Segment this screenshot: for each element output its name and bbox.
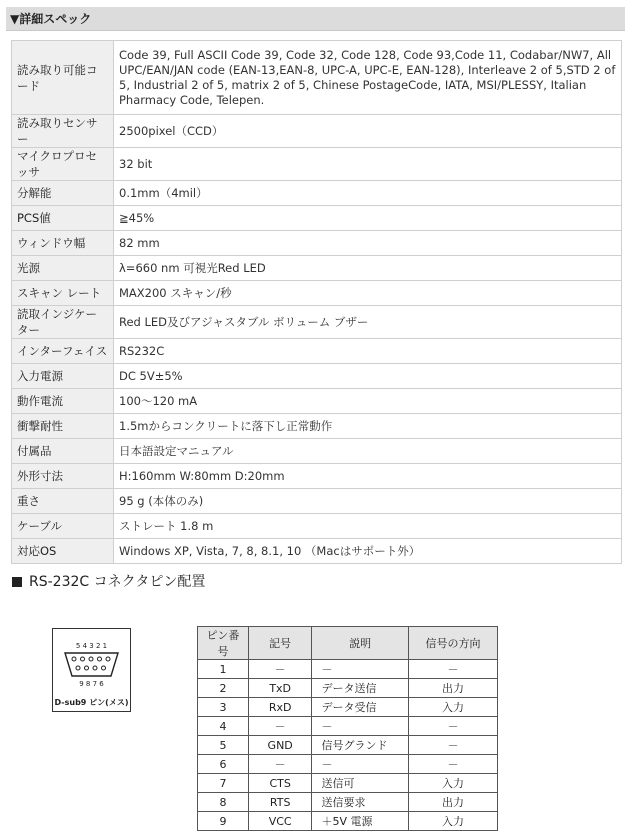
spec-value: Red LED及びアジャスタブル ボリューム ブザー: [114, 306, 622, 339]
pin-cell: 9: [198, 812, 249, 831]
pin-row: [198, 736, 498, 755]
pin-cell: 送信可: [312, 774, 408, 793]
spec-row: [12, 256, 622, 281]
square-bullet-icon: [12, 577, 22, 587]
pin-row: [198, 698, 498, 717]
spec-value: ストレート 1.8 m: [114, 514, 622, 539]
pin-table: [197, 626, 498, 831]
pin-cell: データ受信: [312, 698, 408, 717]
dsub9-connector-diagram: [52, 628, 131, 712]
spec-label: ケーブル: [12, 514, 114, 539]
spec-value: 82 mm: [114, 231, 622, 256]
pin-cell: 6: [198, 755, 249, 774]
pin-row: [198, 793, 498, 812]
spec-value: 2500pixel（CCD）: [114, 115, 622, 148]
spec-row: [12, 489, 622, 514]
pin-cell: 信号グランド: [312, 736, 408, 755]
pin-table-header: 信号の方向: [408, 627, 497, 660]
spec-row: [12, 539, 622, 564]
spec-row: [12, 206, 622, 231]
spec-value: λ=660 nm 可視光Red LED: [114, 256, 622, 281]
spec-value: 1.5mからコンクリートに落下し正常動作: [114, 414, 622, 439]
pin-cell: －: [248, 660, 312, 679]
spec-label: インターフェイス: [12, 339, 114, 364]
spec-label: 入力電源: [12, 364, 114, 389]
spec-label: PCS値: [12, 206, 114, 231]
spec-row: [12, 41, 622, 115]
spec-value: ≧45%: [114, 206, 622, 231]
dsub-top-numbers: 5 4 3 2 1: [75, 642, 108, 650]
spec-value: MAX200 スキャン/秒: [114, 281, 622, 306]
pin-cell: －: [312, 755, 408, 774]
spec-row: [12, 231, 622, 256]
spec-row: [12, 115, 622, 148]
spec-row: [12, 364, 622, 389]
spec-label: 分解能: [12, 181, 114, 206]
pin-cell: RTS: [248, 793, 312, 812]
pin-table-header: ピン番号: [198, 627, 249, 660]
spec-label: 衝撃耐性: [12, 414, 114, 439]
pin-cell: 1: [198, 660, 249, 679]
pin-cell: －: [312, 660, 408, 679]
spec-value: 32 bit: [114, 148, 622, 181]
pin-cell: 送信要求: [312, 793, 408, 812]
spec-row: [12, 389, 622, 414]
pin-row: [198, 660, 498, 679]
pin-cell: 5: [198, 736, 249, 755]
pin-cell: 入力: [408, 812, 497, 831]
pin-cell: 7: [198, 774, 249, 793]
spec-row: [12, 439, 622, 464]
pin-cell: 8: [198, 793, 249, 812]
pin-cell: 2: [198, 679, 249, 698]
spec-label: 読み取り可能コード: [12, 41, 114, 115]
dsub9-connector-icon: [53, 629, 130, 695]
pin-table-header: 記号: [248, 627, 312, 660]
spec-row: [12, 464, 622, 489]
spec-label: 外形寸法: [12, 464, 114, 489]
spec-value: 100～120 mA: [114, 389, 622, 414]
pin-cell: 出力: [408, 793, 497, 812]
pin-row: [198, 774, 498, 793]
pin-row: [198, 812, 498, 831]
pin-cell: －: [408, 755, 497, 774]
spec-value: 0.1mm（4mil）: [114, 181, 622, 206]
pin-cell: TxD: [248, 679, 312, 698]
spec-value: DC 5V±5%: [114, 364, 622, 389]
spec-label: 重さ: [12, 489, 114, 514]
spec-value: 日本語設定マニュアル: [114, 439, 622, 464]
spec-value: Windows XP, Vista, 7, 8, 8.1, 10 （Macはサポート外）: [114, 539, 622, 564]
pin-cell: －: [408, 660, 497, 679]
spec-value: Code 39, Full ASCII Code 39, Code 32, Code 128, Code 93,Code 11, Codabar/NW7, All UPC/EAN/JAN code (EAN-13,EAN-8, UPC-A, UPC-E, EAN-128), Interleave 2 of 5,STD 2 of 5, Industrial 2 of 5, matrix 2 of 5, Chinese PostageCode, IATA, MSI/PLESSY, Italian Pharmacy Code, Telepen.: [114, 41, 622, 115]
spec-label: 対応OS: [12, 539, 114, 564]
spec-row: [12, 306, 622, 339]
spec-row: [12, 414, 622, 439]
dsub-bottom-numbers: 9 8 7 6: [79, 680, 104, 688]
pin-cell: －: [248, 717, 312, 736]
pin-cell: VCC: [248, 812, 312, 831]
pin-table-header: 説明: [312, 627, 408, 660]
pin-cell: CTS: [248, 774, 312, 793]
pin-cell: 出力: [408, 679, 497, 698]
spec-label: 光源: [12, 256, 114, 281]
pin-cell: RxD: [248, 698, 312, 717]
spec-value: 95 g (本体のみ): [114, 489, 622, 514]
connector-section-title: [12, 571, 205, 591]
pin-row: [198, 679, 498, 698]
pin-cell: 3: [198, 698, 249, 717]
pin-cell: ＋5V 電源: [312, 812, 408, 831]
spec-value: RS232C: [114, 339, 622, 364]
pin-cell: データ送信: [312, 679, 408, 698]
pin-cell: －: [248, 755, 312, 774]
spec-table: [11, 40, 622, 564]
pin-cell: －: [408, 736, 497, 755]
spec-label: マイクロプロセッサ: [12, 148, 114, 181]
spec-label: 読み取りセンサー: [12, 115, 114, 148]
spec-row: [12, 281, 622, 306]
dsub-caption: D-sub9 ピン(メス): [54, 698, 129, 707]
spec-row: [12, 148, 622, 181]
pin-cell: 入力: [408, 774, 497, 793]
pin-cell: 4: [198, 717, 249, 736]
connector-title-text: RS-232C コネクタピン配置: [29, 574, 206, 590]
pin-cell: 入力: [408, 698, 497, 717]
spec-section-header: ▼詳細スペック: [6, 7, 625, 31]
pin-row: [198, 717, 498, 736]
spec-label: スキャン レート: [12, 281, 114, 306]
spec-label: 動作電流: [12, 389, 114, 414]
spec-label: 付属品: [12, 439, 114, 464]
spec-label: 読取インジケーター: [12, 306, 114, 339]
pin-row: [198, 755, 498, 774]
spec-label: ウィンドウ幅: [12, 231, 114, 256]
spec-row: [12, 181, 622, 206]
spec-value: H:160mm W:80mm D:20mm: [114, 464, 622, 489]
pin-cell: GND: [248, 736, 312, 755]
pin-cell: －: [408, 717, 497, 736]
spec-row: [12, 514, 622, 539]
pin-cell: －: [312, 717, 408, 736]
spec-row: [12, 339, 622, 364]
